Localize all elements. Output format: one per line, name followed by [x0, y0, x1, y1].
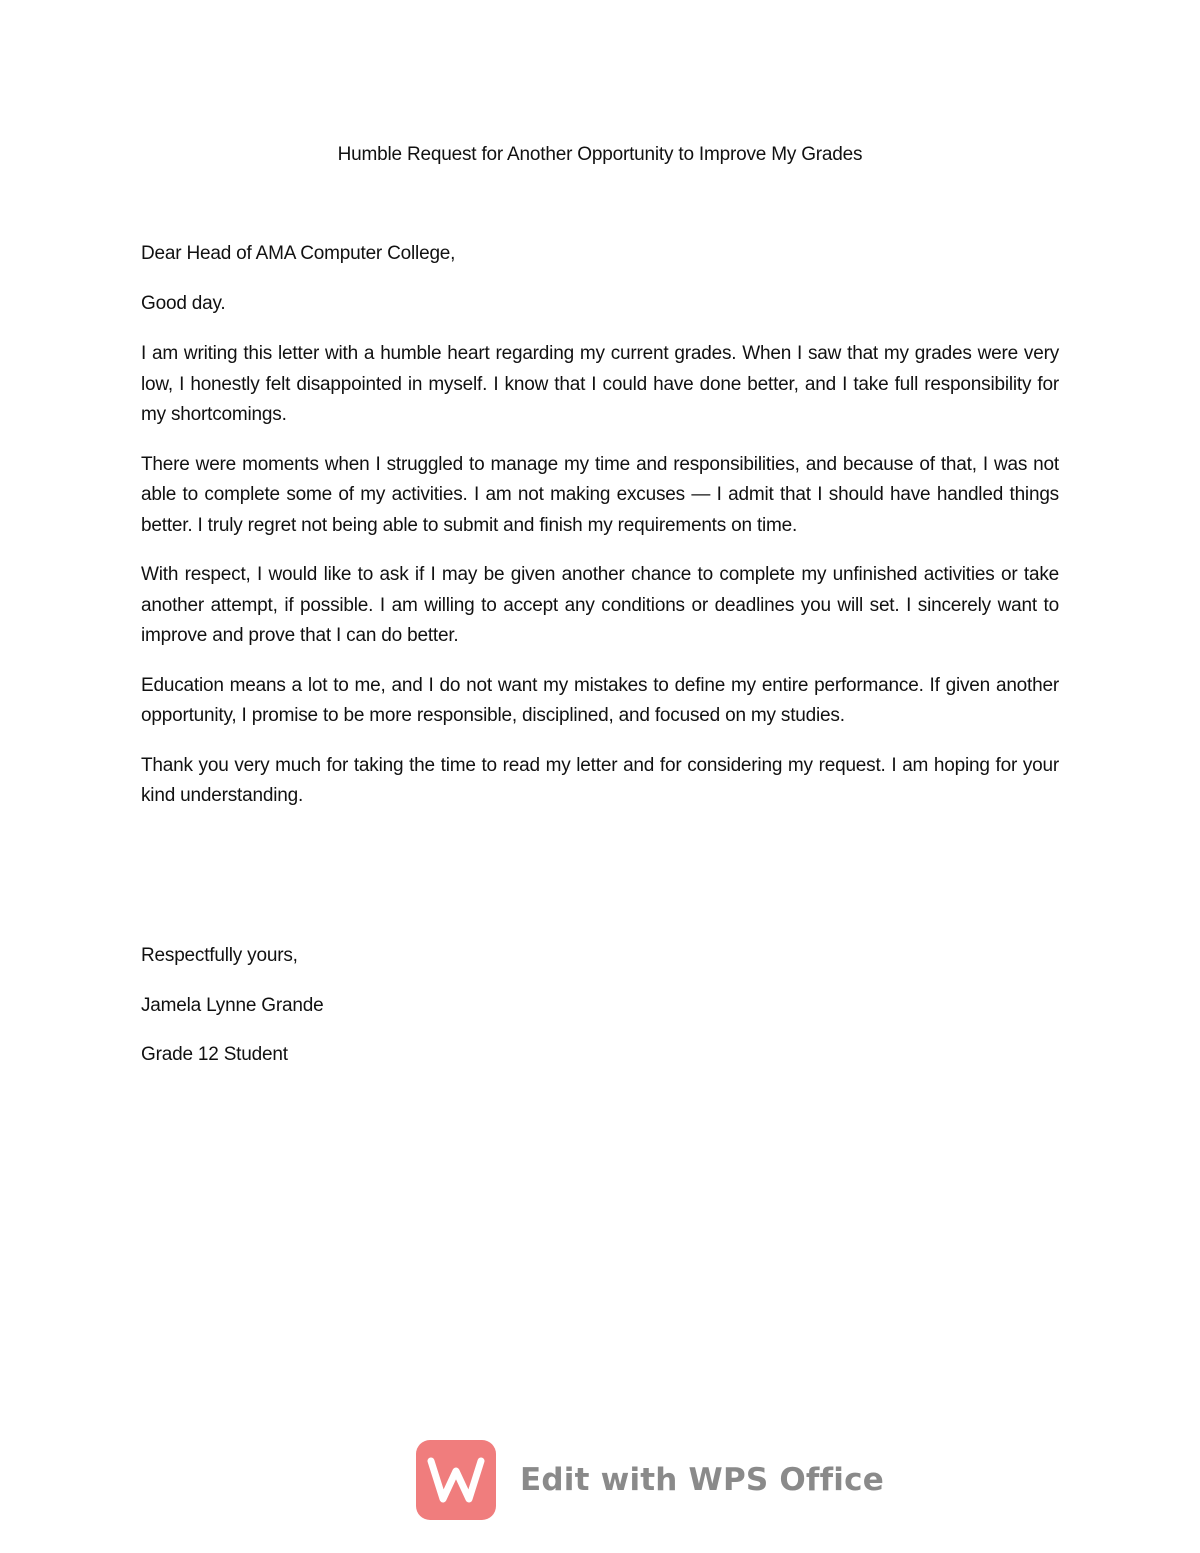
letter-title: Humble Request for Another Opportunity to Improve My Grades [337, 144, 863, 165]
wps-logo-icon [416, 1440, 496, 1520]
body-paragraph: Education means a lot to me, and I do not want my mistakes to define my entire performance. If given another opportunity, I promise to be more responsible, disciplined, and focused on my studies. [141, 674, 1059, 726]
closing-text: Respectfully yours, [141, 945, 298, 966]
salutation [141, 239, 1059, 289]
greeting [141, 289, 1059, 339]
wps-edit-label: Edit with WPS Office [520, 1462, 884, 1498]
wps-edit-badge[interactable] [416, 1439, 884, 1521]
signer-name: Jamela Lynne Grande [141, 994, 324, 1016]
letter-body [141, 339, 1059, 831]
body-paragraph: I am writing this letter with a humble heart regarding my current grades. When I saw that my grades were very low, I honestly felt disappointed in myself. I know that I could have done better, and I take full responsibility for my shortcomings. [141, 343, 1059, 425]
body-paragraph: With respect, I would like to ask if I may be given another chance to complete my unfinished activities or take another attempt, if possible. I am willing to accept any conditions or deadlines you will set. I sincerely want to improve and prove that I can do better. [141, 564, 1059, 646]
signer-role: Grade 12 Student [141, 1044, 288, 1065]
salutation-text: Dear Head of AMA Computer College, [141, 243, 456, 264]
greeting-text: Good day. [141, 293, 226, 314]
body-paragraph: There were moments when I struggled to manage my time and responsibilities, and because of that, I was not able to complete some of my activities. I am not making excuses — I admit that I should have handled things better. I truly regret not being able to submit and finish my requirements on time. [141, 453, 1059, 536]
closing-block [141, 941, 1059, 1090]
wps-w-icon [427, 1455, 485, 1505]
body-paragraph: Thank you very much for taking the time to read my letter and for considering my request. I am hoping for your kind understanding. [141, 754, 1059, 806]
